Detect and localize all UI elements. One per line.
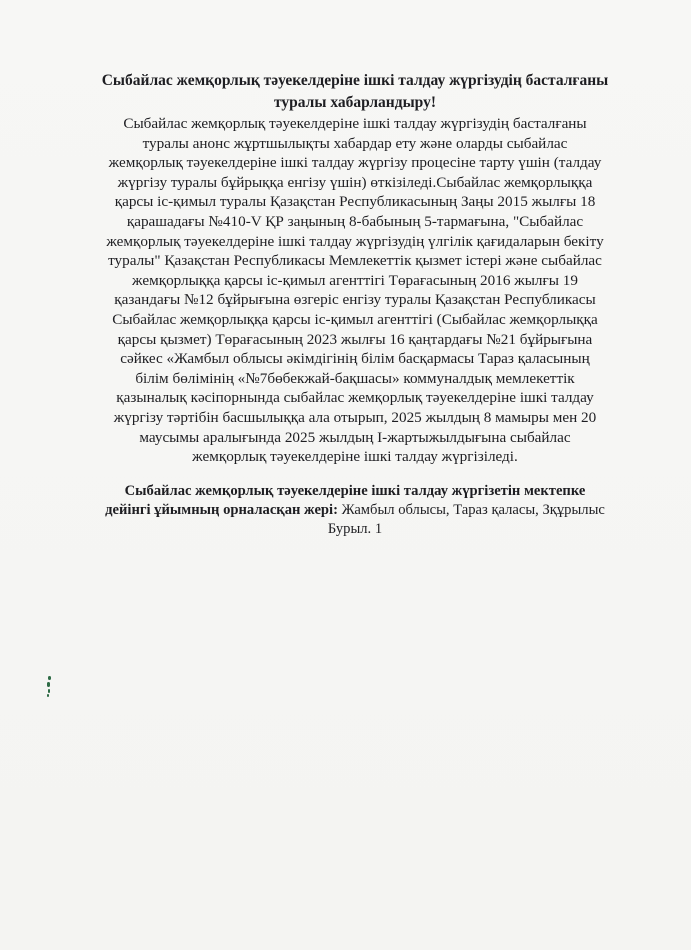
body-line-14: білім бөлімінің «№7бөбекжай-бақшасы» коммуналдық мемлекеттік [135,369,575,387]
location-line-2 [84,501,626,520]
body-line-9: жемқорлыққа қарсы іс-қимыл агенттігі Төрағасының 2016 жылғы 19 [132,271,578,289]
body-line-2: туралы анонс жұртшылықты хабардар ету және оларды сыбайлас [142,134,568,152]
body-line-1: Сыбайлас жемқорлық тәуекелдеріне ішкі талдау жүргізудің басталғаны [123,115,587,132]
body-line-13: сәйкес «Жамбыл облысы әкімдігінің білім басқармасы Тараз қаласының [120,350,590,368]
announcement-body [84,114,626,467]
document-title [84,70,626,114]
location-address-line-3: Бурыл. 1 [327,520,383,537]
body-line-4: жүргізу туралы бұйрыққа енгізу үшін) өткізіледі.Сыбайлас жемқорлыққа [117,173,593,191]
body-line-3: жемқорлық тәуекелдеріне ішкі талдау жүргізу процесіне тарту үшін (талдау [108,154,602,172]
body-line-5: қарсы іс-қимыл туралы Қазақстан Республикасының Заңы 2015 жылғы 18 [114,193,596,211]
location-address: Жамбыл облысы, Тараз қаласы, Зқұрылыс [337,501,605,518]
body-line-15: қазыналық кәсіпорнында сыбайлас жемқорлық тәуекелдеріне ішкі талдау [116,389,594,407]
title-line-2: туралы хабарландыру! [273,94,437,111]
body-line-18: жемқорлық тәуекелдеріне ішкі талдау жүргізіледі. [192,448,518,466]
body-line-11: Сыбайлас жемқорлыққа қарсы іс-қимыл агенттігі (Сыбайлас жемқорлыққа [112,310,598,328]
body-line-17: маусымы аралығында 2025 жылдың I-жартыжылдығына сыбайлас [139,428,571,446]
location-heading-line-1: Сыбайлас жемқорлық тәуекелдеріне ішкі талдау жүргізетін мектепке [124,482,586,499]
body-line-8: туралы" Қазақстан Республикасы Мемлекеттік қызмет істері және сыбайлас [108,252,602,270]
announcement-document [84,70,626,539]
title-line-1: Сыбайлас жемқорлық тәуекелдеріне ішкі талдау жүргізудің басталғаны [101,72,609,89]
body-line-12: қарсы қызмет) Төрағасының 2023 жылғы 16 қаңтардағы №21 бұйрығына [117,330,593,348]
body-line-16: жүргізу тәртібін басшылыққа ала отырып, 2025 жылдың 8 мамыры мен 20 [113,408,597,426]
scan-ink-mark [47,676,52,698]
body-line-6: қарашадағы №410-V ҚР заңының 8-бабының 5-тармағына, "Сыбайлас [126,212,584,230]
body-line-10: қазандағы №12 бұйрығына өзгеріс енгізу туралы Қазақстан Республикасы [114,291,596,309]
location-section [84,482,626,539]
body-line-7: жемқорлық тәуекелдеріне ішкі талдау жүргізудің үлгілік қағидаларын бекіту [106,232,604,250]
location-heading-line-2: дейінгі ұйымның орналасқан жері: [105,501,338,518]
